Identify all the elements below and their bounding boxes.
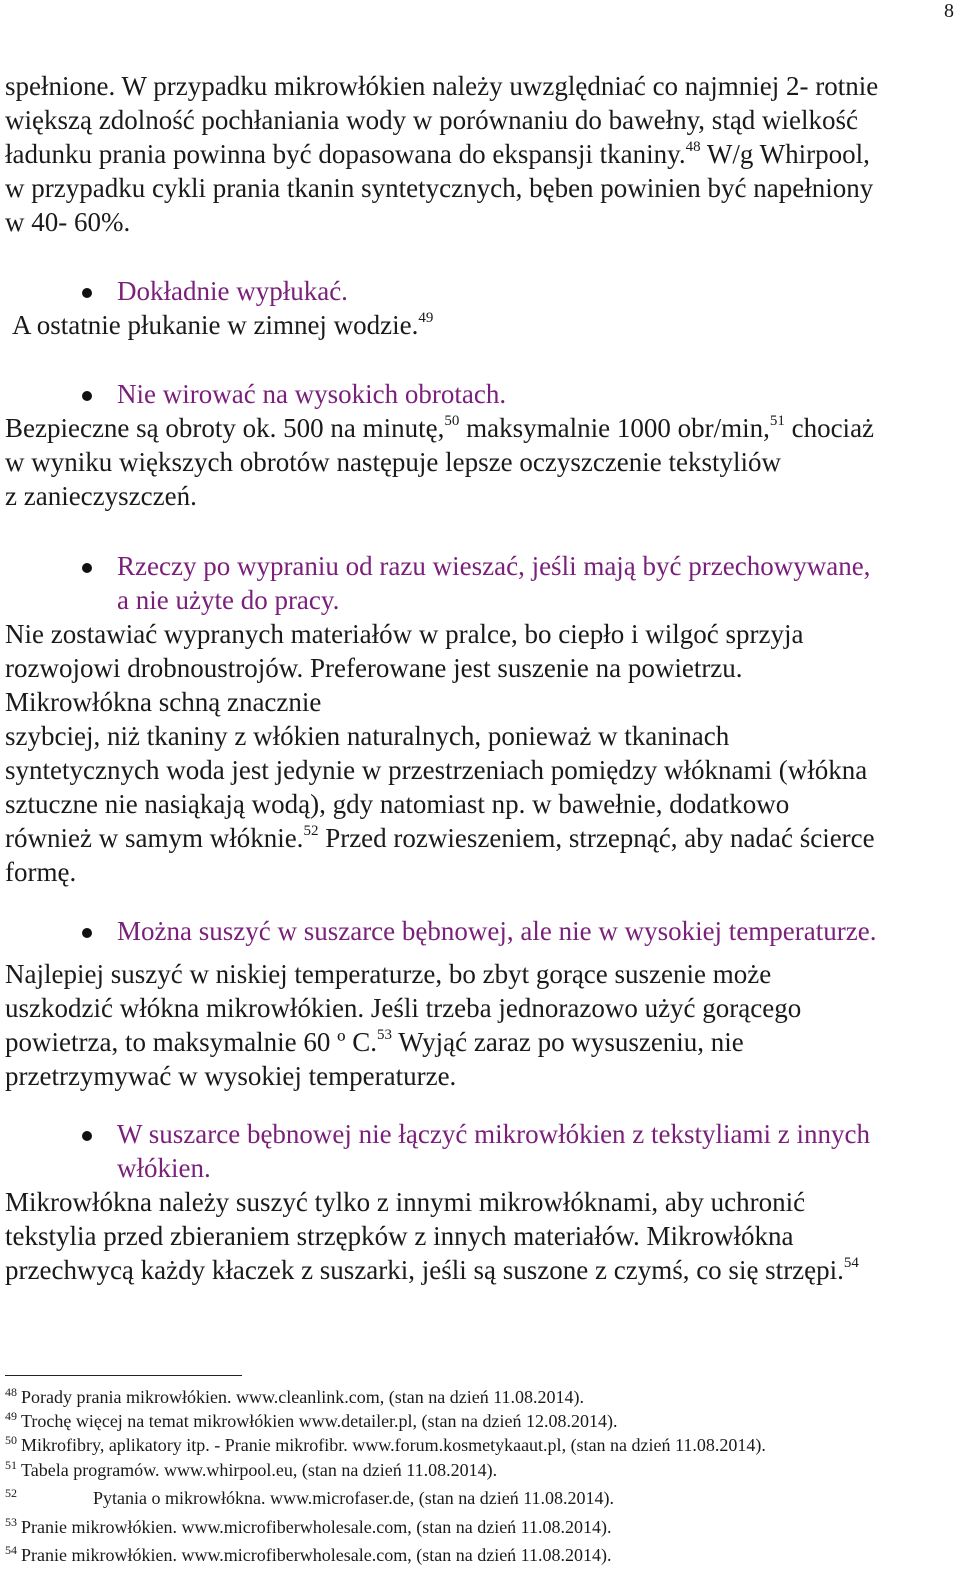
footnote: $^{48}$ Porady prania mikrowłókien. www.cleanlink.com, (stan na dzień 11.08.2014). (5, 1385, 585, 1407)
paragraph-line: w 40- 60%. (5, 207, 131, 237)
bullet-heading: Nie wirować na wysokich obrotach. (117, 379, 507, 409)
footnote: $^{52}$ Pytania o mikrowłókna. www.microfaser.de, (stan na dzień 11.08.2014). (5, 1486, 615, 1508)
paragraph-line: ładunku prania powinna być dopasowana do ekspansji tkaniny.$^{48}$ W/g Whirpool, (5, 139, 870, 169)
bullet-icon (82, 391, 92, 401)
bullet-icon (82, 928, 92, 938)
bullet-icon (82, 563, 92, 573)
paragraph-line: powietrza, to maksymalnie 60 º C.$^{53}$ Wyjąć zaraz po wysuszeniu, nie (5, 1027, 744, 1057)
footnote: $^{53}$ Pranie mikrowłókien. www.microfiberwholesale.com, (stan na dzień 11.08.2014). (5, 1515, 612, 1537)
paragraph-line: w wyniku większych obrotów następuje lepsze oczyszczenie tekstyliów (5, 447, 782, 477)
footnote-ref-49[interactable]: 49 (418, 310, 434, 326)
paragraph-line: Najlepiej suszyć w niskiej temperaturze, bo zbyt gorące suszenie może (5, 959, 772, 989)
paragraph-line: przechwycą każdy kłaczek z suszarki, jeśli są suszone z czymś, co się strzępi.$^{54}$ (5, 1255, 859, 1285)
bullet-heading: Dokładnie wypłukać. (117, 276, 348, 306)
paragraph-line: Bezpieczne są obroty ok. 500 na minutę,$^{50}$ maksymalnie 1000 obr/min,$^{51}$ chociaż (5, 413, 875, 443)
bullet-icon (82, 1131, 92, 1141)
footnote: $^{51}$ Tabela programów. www.whirpool.eu, (stan na dzień 11.08.2014). (5, 1458, 498, 1480)
paragraph-line: przetrzymywać w wysokiej temperaturze. (5, 1061, 457, 1091)
footnote-ref-48[interactable]: 48 (685, 139, 701, 155)
footnote: $^{50}$ Mikrofibry, aplikatory itp. - Pranie mikrofibr. www.forum.kosmetykaaut.pl, (stan na dzień 11.08.2014). (5, 1433, 766, 1455)
bullet-heading: włókien. (117, 1153, 211, 1183)
footnote-ref-50[interactable]: 50 (444, 413, 460, 429)
bullet-heading: a nie użyte do pracy. (117, 585, 340, 615)
paragraph-line: uszkodzić włókna mikrowłókien. Jeśli trzeba jednorazowo użyć gorącego (5, 993, 802, 1023)
paragraph-line: syntetycznych woda jest jedynie w przestrzeniach pomiędzy włóknami (włókna (5, 755, 868, 785)
footnote-ref-53[interactable]: 53 (377, 1027, 393, 1043)
bullet-heading: Można suszyć w suszarce bębnowej, ale nie w wysokiej temperaturze. (117, 916, 877, 946)
paragraph-line: większą zdolność pochłaniania wody w porównaniu do bawełny, stąd wielkość (5, 105, 859, 135)
footnote: $^{54}$ Pranie mikrowłókien. www.microfiberwholesale.com, (stan na dzień 11.08.2014). (5, 1543, 612, 1565)
paragraph-line: A ostatnie płukanie w zimnej wodzie.$^{49}$ (12, 310, 434, 340)
paragraph-line: formę. (5, 857, 77, 887)
paragraph-line: Nie zostawiać wypranych materiałów w pralce, bo ciepło i wilgoć sprzyja (5, 619, 804, 649)
footnote-separator (5, 1375, 242, 1376)
footnote: $^{49}$ Trochę więcej na temat mikrowłókien www.detailer.pl, (stan na dzień 12.08.2014). (5, 1409, 618, 1431)
paragraph-line: szybciej, niż tkaniny z włókien naturalnych, ponieważ w tkaninach (5, 721, 730, 751)
paragraph-line: rozwojowi drobnoustrojów. Preferowane jest suszenie na powietrzu. (5, 653, 743, 683)
paragraph-line: również w samym włóknie.$^{52}$ Przed rozwieszeniem, strzepnąć, aby nadać ścierce (5, 823, 875, 853)
paragraph-line: tekstylia przed zbieraniem strzępków z innych materiałów. Mikrowłókna (5, 1221, 794, 1251)
bullet-heading: W suszarce bębnowej nie łączyć mikrowłókien z tekstyliami z innych (117, 1119, 870, 1149)
footnote-ref-52[interactable]: 52 (303, 823, 319, 839)
footnote-ref-54[interactable]: 54 (843, 1255, 859, 1271)
paragraph-line: z zanieczyszczeń. (5, 481, 197, 511)
bullet-heading: Rzeczy po wypraniu od razu wieszać, jeśli mają być przechowywane, (117, 551, 871, 581)
paragraph-line: Mikrowłókna schną znacznie (5, 687, 322, 717)
paragraph-line: w przypadku cykli prania tkanin syntetycznych, bęben powinien być napełniony (5, 173, 874, 203)
page-number: 8 (944, 0, 954, 22)
footnote-ref-51[interactable]: 51 (769, 413, 785, 429)
paragraph-line: sztuczne nie nasiąkają wodą), gdy natomiast np. w bawełnie, dodatkowo (5, 789, 790, 819)
paragraph-line: spełnione. W przypadku mikrowłókien należy uwzględniać co najmniej 2- rotnie (5, 71, 879, 101)
bullet-icon (82, 288, 92, 298)
paragraph-line: Mikrowłókna należy suszyć tylko z innymi mikrowłóknami, aby uchronić (5, 1187, 806, 1217)
